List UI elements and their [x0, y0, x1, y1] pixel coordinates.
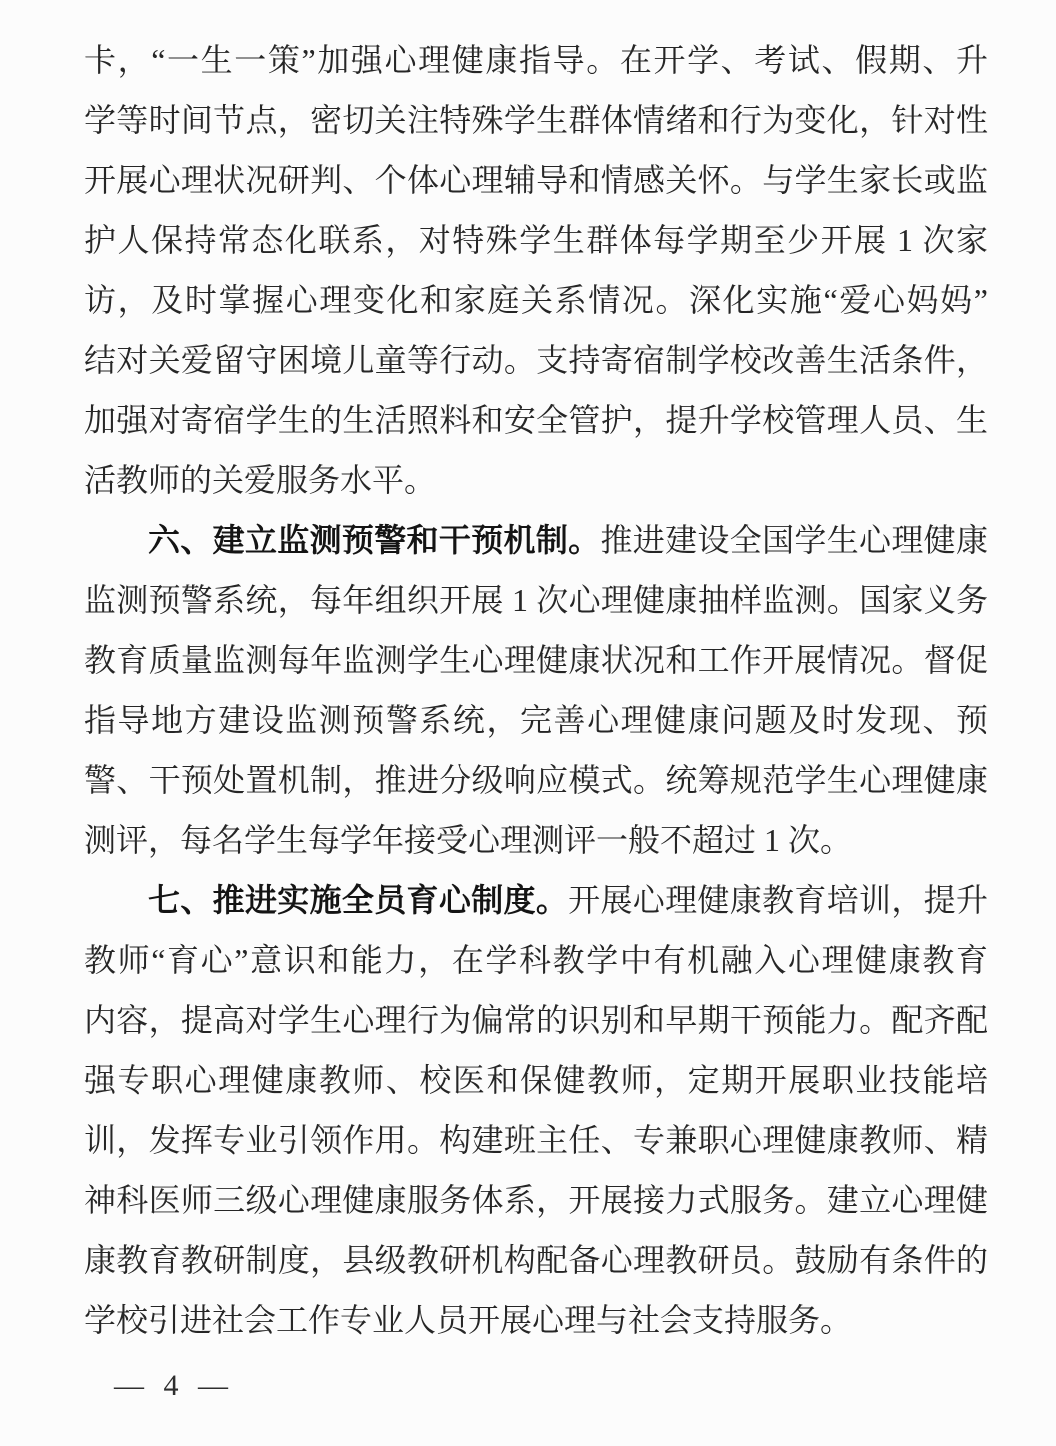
text-line-section-6 — [84, 510, 988, 570]
text-line: 访，及时掌握心理变化和家庭关系情况。深化实施“爱心妈妈” — [84, 282, 988, 318]
text-line: 强专职心理健康教师、校医和保健教师，定期开展职业技能培 — [84, 1062, 988, 1098]
text-line: 卡，“一生一策”加强心理健康指导。在开学、考试、假期、升 — [84, 42, 988, 78]
text-line: 加强对寄宿学生的生活照料和安全管护，提升学校管理人员、生 — [84, 402, 988, 438]
text-line: 教师“育心”意识和能力，在学科教学中有机融入心理健康教育 — [84, 942, 988, 978]
page-footer — [114, 1366, 988, 1406]
document-body — [84, 30, 988, 1350]
text-line: 训，发挥专业引领作用。构建班主任、专兼职心理健康教师、精 — [84, 1122, 988, 1158]
text-line: 警、干预处置机制，推进分级响应模式。统筹规范学生心理健康 — [84, 762, 988, 798]
page-number: — 4 — — [114, 1369, 230, 1402]
text-run: 开展心理健康教育培训，提升 — [568, 882, 988, 918]
text-line: 测评，每名学生每学年接受心理测评一般不超过 1 次。 — [84, 822, 853, 858]
section-heading: 七、推进实施全员育心制度。 — [148, 882, 569, 918]
text-line: 结对关爱留守困境儿童等行动。支持寄宿制学校改善生活条件， — [84, 342, 988, 378]
text-line: 神科医师三级心理健康服务体系，开展接力式服务。建立心理健 — [84, 1182, 988, 1218]
text-line: 开展心理状况研判、个体心理辅导和情感关怀。与学生家长或监 — [84, 162, 988, 198]
text-line: 学校引进社会工作专业人员开展心理与社会支持服务。 — [84, 1302, 853, 1338]
text-line: 教育质量监测每年监测学生心理健康状况和工作开展情况。督促 — [84, 642, 988, 678]
text-line: 活教师的关爱服务水平。 — [84, 462, 437, 498]
text-line: 内容，提高对学生心理行为偏常的识别和早期干预能力。配齐配 — [84, 1002, 988, 1038]
text-line-section-7 — [84, 870, 988, 930]
text-line: 康教育教研制度，县级教研机构配备心理教研员。鼓励有条件的 — [84, 1242, 988, 1278]
text-line: 指导地方建设监测预警系统，完善心理健康问题及时发现、预 — [84, 702, 988, 738]
text-line: 监测预警系统，每年组织开展 1 次心理健康抽样监测。国家义务 — [84, 582, 988, 618]
text-run: 推进建设全国学生心理健康 — [600, 522, 988, 558]
text-line: 护人保持常态化联系，对特殊学生群体每学期至少开展 1 次家 — [84, 222, 988, 258]
text-line: 学等时间节点，密切关注特殊学生群体情绪和行为变化，针对性 — [84, 102, 988, 138]
section-heading: 六、建立监测预警和干预机制。 — [148, 522, 601, 558]
